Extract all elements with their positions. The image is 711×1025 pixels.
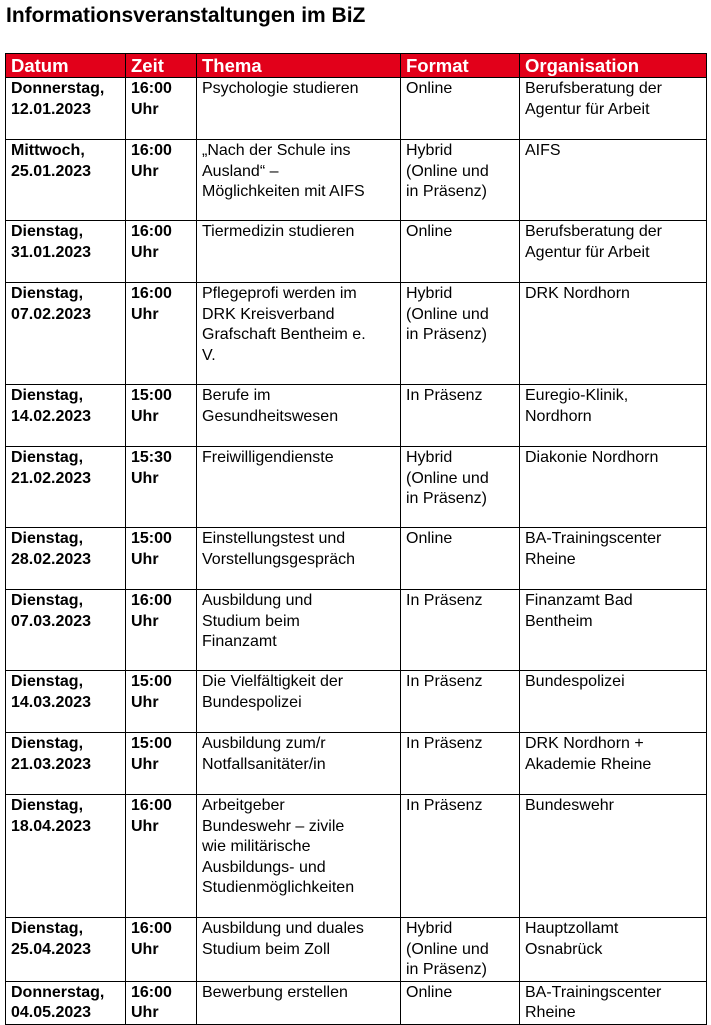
cell-date — [6, 447, 126, 528]
cell-date — [6, 78, 126, 140]
cell-topic — [197, 221, 401, 283]
cell-organisation — [520, 447, 707, 528]
page-title: Informationsveranstaltungen im BiZ — [6, 4, 366, 27]
cell-format — [401, 385, 520, 447]
cell-date — [6, 590, 126, 671]
cell-organisation-text: DRK Nordhorn + Akademie Rheine — [525, 735, 652, 773]
cell-organisation — [520, 140, 707, 221]
cell-organisation-text: Bundespolizei — [525, 673, 625, 690]
cell-time — [126, 918, 197, 982]
cell-date-text: Dienstag, 31.01.2023 — [11, 223, 92, 261]
cell-topic-text: Berufe im Gesundheitswesen — [202, 387, 339, 425]
cell-topic-text: Bewerbung erstellen — [202, 983, 348, 1001]
cell-organisation-text: Hauptzollamt Osnabrück — [525, 920, 619, 958]
table-row — [6, 918, 707, 982]
cell-topic — [197, 140, 401, 221]
cell-time-text: 16:00 Uhr — [131, 223, 172, 261]
cell-organisation — [520, 78, 707, 140]
cell-date-text: Mittwoch, 25.01.2023 — [11, 142, 92, 180]
cell-organisation-text: DRK Nordhorn — [525, 285, 630, 302]
cell-topic-text: Tiermedizin studieren — [202, 223, 355, 240]
cell-organisation-text: Berufsberatung der Agentur für Arbeit — [525, 80, 662, 118]
table-row — [6, 528, 707, 590]
cell-date-text: Dienstag, 14.03.2023 — [11, 673, 92, 711]
cell-topic — [197, 590, 401, 671]
cell-organisation-text: Euregio-Klinik, Nordhorn — [525, 387, 629, 425]
cell-organisation — [520, 283, 707, 385]
cell-format-text: Hybrid (Online und in Präsenz) — [406, 920, 489, 978]
cell-format-text: In Präsenz — [406, 673, 483, 690]
cell-topic — [197, 385, 401, 447]
cell-date-text: Dienstag, 21.02.2023 — [11, 449, 92, 487]
cell-date-text: Dienstag, 07.03.2023 — [11, 592, 92, 630]
cell-date-text: Dienstag, 14.02.2023 — [11, 387, 92, 425]
cell-time-text: 16:00 Uhr — [131, 592, 172, 630]
cell-organisation — [520, 671, 707, 733]
cell-topic-text: Pflegeprofi werden im DRK Kreisverband Grafschaft Bentheim e. V. — [202, 285, 366, 364]
cell-organisation — [520, 918, 707, 982]
cell-topic-text: Freiwilligendienste — [202, 449, 334, 466]
cell-format — [401, 671, 520, 733]
cell-time-text: 15:30 Uhr — [131, 449, 172, 487]
cell-format-text: Online — [406, 983, 453, 1001]
table-row — [6, 981, 707, 1024]
cell-format-text: In Präsenz — [406, 387, 483, 404]
cell-topic — [197, 795, 401, 918]
cell-topic — [197, 528, 401, 590]
cell-topic-text: Psychologie studieren — [202, 80, 359, 97]
cell-time-text: 16:00 Uhr — [131, 920, 172, 958]
table-row — [6, 283, 707, 385]
cell-time — [126, 447, 197, 528]
cell-organisation-text: AIFS — [525, 142, 561, 159]
cell-time-text: 16:00 Uhr — [131, 142, 172, 180]
cell-date-text: Dienstag, 21.03.2023 — [11, 735, 92, 773]
events-table — [5, 53, 707, 1025]
cell-date — [6, 795, 126, 918]
cell-format — [401, 528, 520, 590]
cell-date — [6, 221, 126, 283]
cell-format-text: Hybrid (Online und in Präsenz) — [406, 142, 489, 200]
cell-organisation-text: BA-Trainingscenter Rheine — [525, 530, 662, 568]
cell-format — [401, 447, 520, 528]
cell-time — [126, 981, 197, 1024]
table-body — [6, 78, 707, 1025]
cell-format-text: Hybrid (Online und in Präsenz) — [406, 285, 489, 343]
cell-date — [6, 733, 126, 795]
column-header-zeit: Zeit — [126, 54, 197, 78]
cell-organisation — [520, 385, 707, 447]
cell-format — [401, 918, 520, 982]
cell-time-text: 16:00 Uhr — [131, 797, 172, 835]
cell-organisation — [520, 590, 707, 671]
cell-topic-text: Arbeitgeber Bundeswehr – zivile wie militärische Ausbildungs- und Studienmöglichkeiten — [202, 797, 355, 896]
cell-time-text: 16:00 Uhr — [131, 983, 172, 1021]
cell-format — [401, 221, 520, 283]
cell-time-text: 15:00 Uhr — [131, 387, 172, 425]
cell-time — [126, 733, 197, 795]
cell-topic — [197, 671, 401, 733]
cell-date-text: Dienstag, 25.04.2023 — [11, 920, 92, 958]
cell-time — [126, 671, 197, 733]
table-row — [6, 795, 707, 918]
table-row — [6, 140, 707, 221]
cell-date — [6, 283, 126, 385]
cell-organisation — [520, 528, 707, 590]
table-row — [6, 733, 707, 795]
cell-organisation-text: Berufsberatung der Agentur für Arbeit — [525, 223, 662, 261]
column-header-thema: Thema — [197, 54, 401, 78]
cell-organisation-text: Bundeswehr — [525, 797, 614, 814]
cell-topic-text: Ausbildung und Studium beim Finanzamt — [202, 592, 313, 650]
cell-format — [401, 78, 520, 140]
cell-format — [401, 795, 520, 918]
cell-time — [126, 140, 197, 221]
cell-organisation — [520, 795, 707, 918]
cell-date — [6, 918, 126, 982]
table-row — [6, 671, 707, 733]
table-header — [6, 54, 707, 78]
cell-date — [6, 385, 126, 447]
cell-time — [126, 221, 197, 283]
cell-topic-text: Die Vielfältigkeit der Bundespolizei — [202, 673, 344, 711]
cell-date-text: Donnerstag, 04.05.2023 — [11, 983, 105, 1021]
cell-date — [6, 528, 126, 590]
cell-topic — [197, 918, 401, 982]
cell-time — [126, 283, 197, 385]
table-row — [6, 221, 707, 283]
cell-topic-text: Ausbildung zum/r Notfallsanitäter/in — [202, 735, 326, 773]
column-header-format: Format — [401, 54, 520, 78]
cell-time-text: 16:00 Uhr — [131, 285, 172, 323]
cell-time-text: 15:00 Uhr — [131, 530, 172, 568]
cell-organisation-text: Diakonie Nordhorn — [525, 449, 659, 466]
cell-time — [126, 795, 197, 918]
column-header-datum: Datum — [6, 54, 126, 78]
cell-time — [126, 528, 197, 590]
cell-date — [6, 981, 126, 1024]
cell-organisation-text: BA-Trainingscenter Rheine — [525, 983, 662, 1021]
cell-time-text: 16:00 Uhr — [131, 80, 172, 118]
cell-format — [401, 283, 520, 385]
cell-organisation — [520, 733, 707, 795]
cell-topic-text: Einstellungstest und Vorstellungsgespräch — [202, 530, 355, 568]
cell-date-text: Dienstag, 18.04.2023 — [11, 797, 92, 835]
cell-topic-text: „Nach der Schule ins Ausland“ – Möglichkeiten mit AIFS — [202, 142, 365, 200]
cell-organisation-text: Finanzamt Bad Bentheim — [525, 592, 633, 630]
cell-organisation — [520, 221, 707, 283]
cell-topic — [197, 981, 401, 1024]
cell-format-text: Online — [406, 80, 453, 97]
cell-topic-text: Ausbildung und duales Studium beim Zoll — [202, 920, 364, 958]
cell-format-text: In Präsenz — [406, 735, 483, 752]
cell-format-text: In Präsenz — [406, 797, 483, 814]
table-row — [6, 590, 707, 671]
header-row — [6, 54, 707, 78]
cell-time — [126, 78, 197, 140]
cell-format — [401, 140, 520, 221]
table-row — [6, 385, 707, 447]
cell-organisation — [520, 981, 707, 1024]
cell-format — [401, 733, 520, 795]
table-row — [6, 78, 707, 140]
table-row — [6, 447, 707, 528]
cell-format — [401, 590, 520, 671]
cell-format-text: Online — [406, 530, 453, 547]
cell-date — [6, 140, 126, 221]
cell-format-text: Hybrid (Online und in Präsenz) — [406, 449, 489, 507]
cell-time — [126, 590, 197, 671]
cell-time — [126, 385, 197, 447]
cell-format-text: Online — [406, 223, 453, 240]
cell-format — [401, 981, 520, 1024]
column-header-organisation: Organisation — [520, 54, 707, 78]
cell-topic — [197, 733, 401, 795]
cell-date-text: Dienstag, 07.02.2023 — [11, 285, 92, 323]
cell-topic — [197, 447, 401, 528]
cell-date-text: Dienstag, 28.02.2023 — [11, 530, 92, 568]
cell-time-text: 15:00 Uhr — [131, 735, 172, 773]
cell-topic — [197, 283, 401, 385]
cell-date-text: Donnerstag, 12.01.2023 — [11, 80, 105, 118]
cell-date — [6, 671, 126, 733]
cell-format-text: In Präsenz — [406, 592, 483, 609]
cell-topic — [197, 78, 401, 140]
cell-time-text: 15:00 Uhr — [131, 673, 172, 711]
